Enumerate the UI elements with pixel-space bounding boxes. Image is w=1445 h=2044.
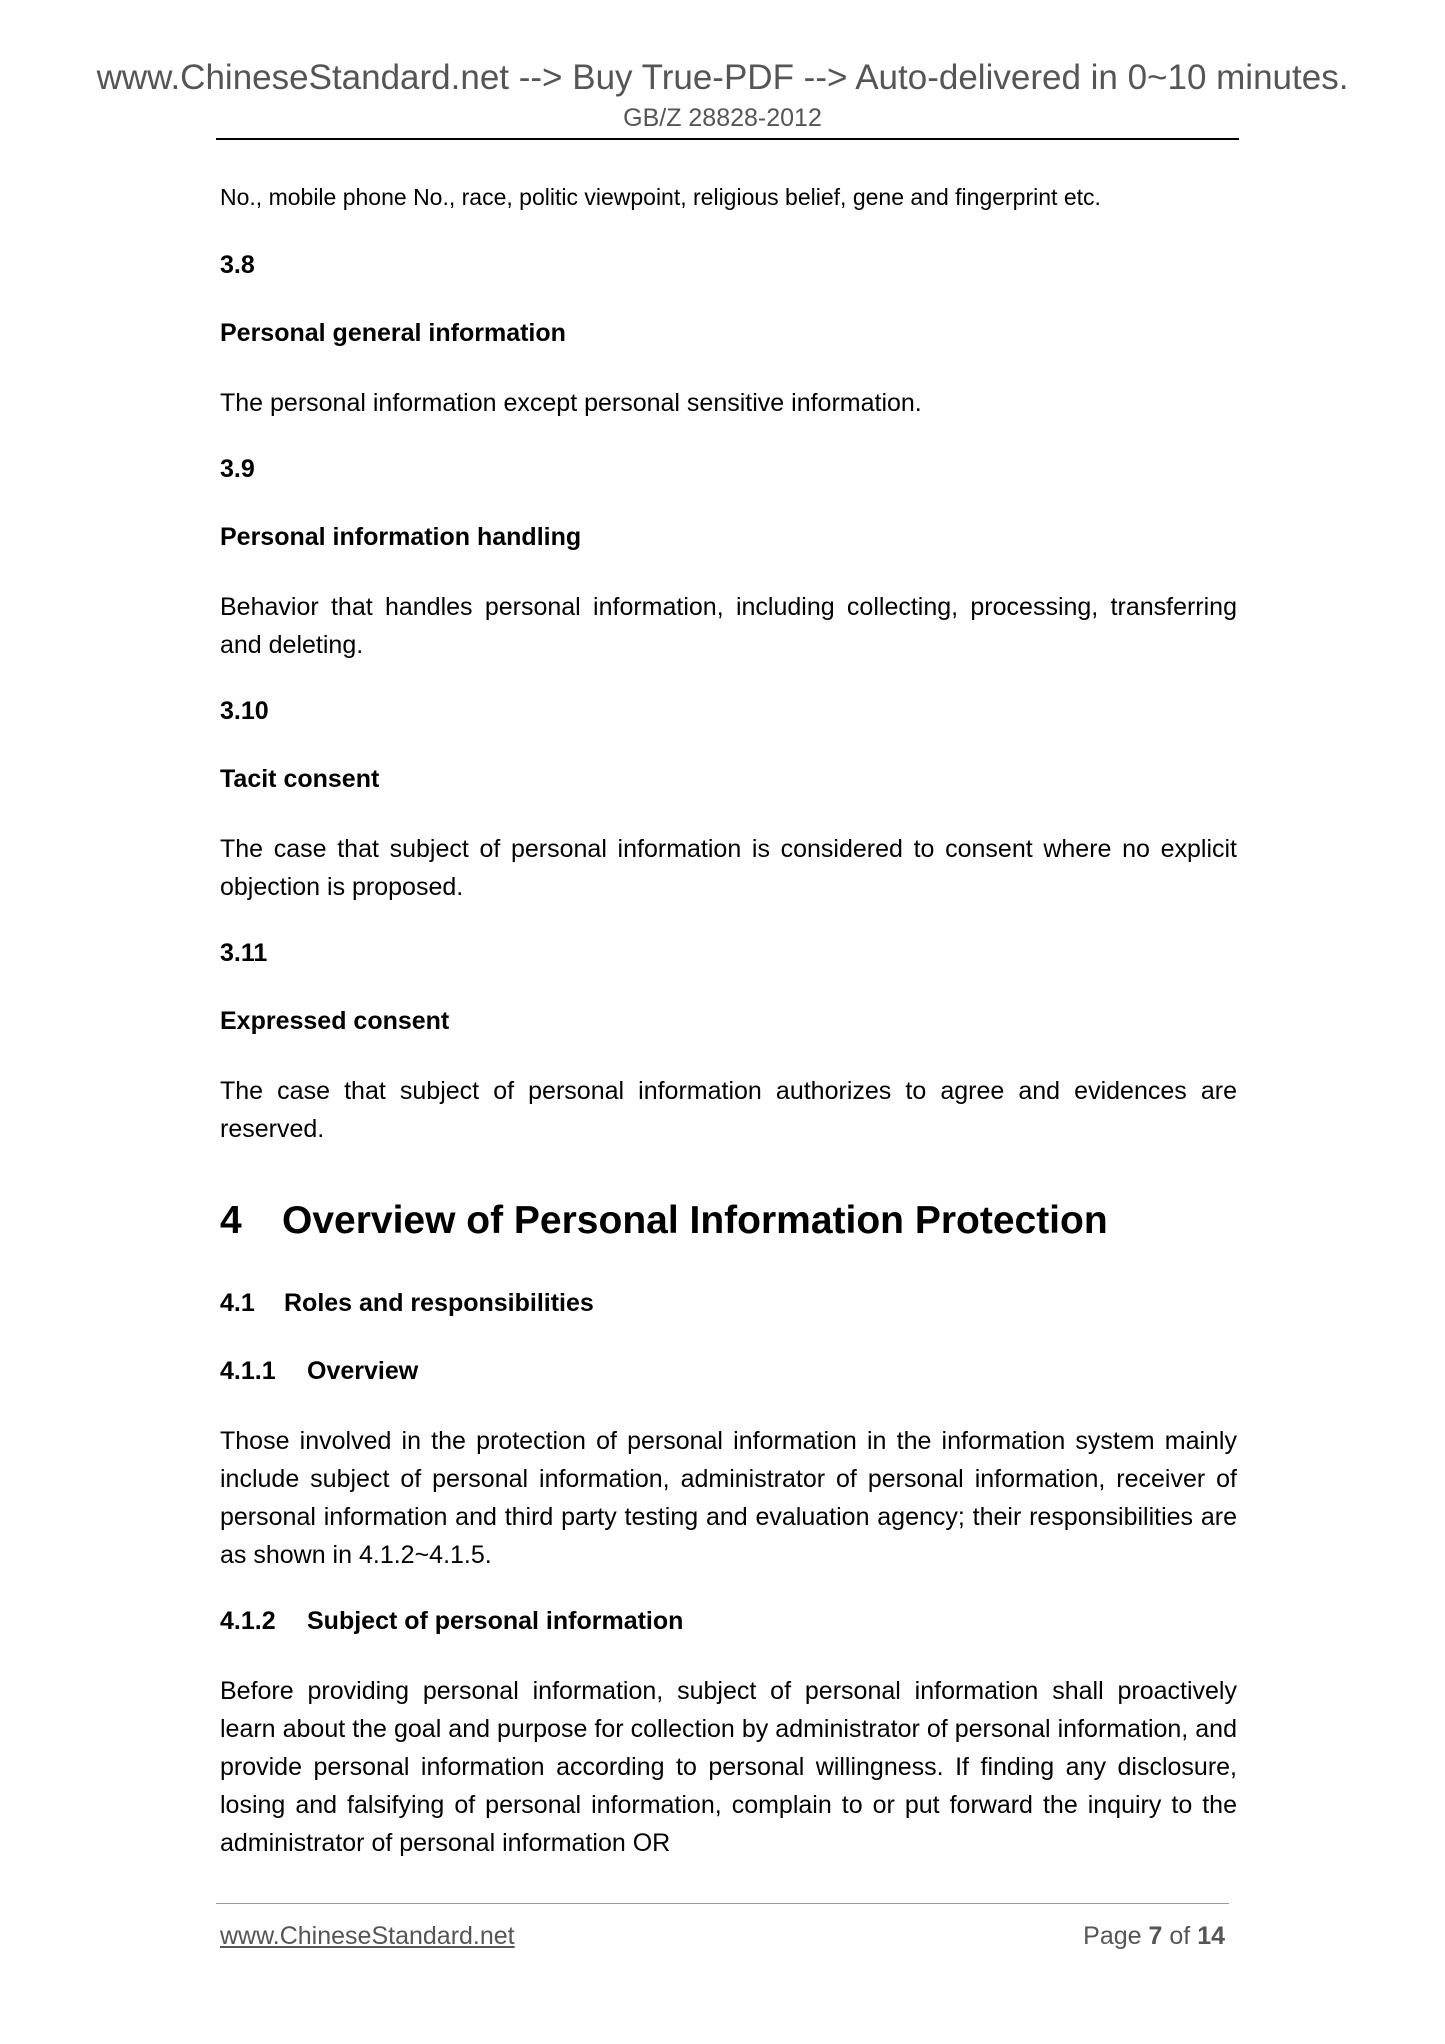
subsection-title: Roles and responsibilities bbox=[284, 1289, 594, 1317]
clause-title: Subject of personal information bbox=[307, 1607, 684, 1635]
term-definition: The case that subject of personal information is considered to consent where no explicit objection is proposed. bbox=[220, 835, 1237, 901]
page-total: 14 bbox=[1197, 1922, 1225, 1950]
section-number: 4 bbox=[220, 1199, 242, 1242]
document-code: GB/Z 28828-2012 bbox=[623, 104, 822, 132]
header-divider bbox=[216, 138, 1239, 140]
subsection-number: 4.1 bbox=[220, 1289, 255, 1317]
clause-number: 4.1.1 bbox=[220, 1357, 276, 1385]
page-indicator bbox=[1083, 1922, 1225, 1951]
footer-divider bbox=[216, 1903, 1229, 1904]
clause-title: Overview bbox=[307, 1357, 419, 1385]
clause-text: Those involved in the protection of personal information in the information system mainly include subject of personal information, administrator of personal information, receiver of personal information and third party testing and evaluation agency; their responsibilities are as shown in 4.1.2~4.1.5. bbox=[220, 1427, 1237, 1569]
term-definition: The personal information except personal sensitive information. bbox=[220, 389, 922, 417]
site-banner: www.ChineseStandard.net --> Buy True-PDF --> Auto-delivered in 0~10 minutes. bbox=[96, 58, 1349, 97]
clause-4-1-1-heading bbox=[220, 1354, 1237, 1388]
term-title: Tacit consent bbox=[220, 765, 380, 793]
subsection-4-1-heading bbox=[220, 1286, 1237, 1320]
term-title: Expressed consent bbox=[220, 1007, 450, 1035]
section-title: Overview of Personal Information Protection bbox=[282, 1199, 1108, 1242]
term-number: 3.11 bbox=[220, 939, 268, 967]
page-current: 7 bbox=[1148, 1922, 1163, 1950]
clause-number: 4.1.2 bbox=[220, 1607, 276, 1635]
term-title: Personal general information bbox=[220, 319, 566, 347]
page-label: Page bbox=[1083, 1922, 1142, 1950]
clause-4-1-2-heading bbox=[220, 1604, 1237, 1638]
continued-fragment: No., mobile phone No., race, politic viewpoint, religious belief, gene and fingerprint etc. bbox=[220, 184, 1101, 210]
term-definition: The case that subject of personal information authorizes to agree and evidences are reserved. bbox=[220, 1077, 1237, 1143]
term-number: 3.10 bbox=[220, 697, 269, 725]
clause-text: Before providing personal information, subject of personal information shall proactively learn about the goal and purpose for collection by administrator of personal information, and provide personal information according to personal willingness. If finding any disclosure, losing and falsifying of personal information, complain to or put forward the inquiry to the administrator of personal information OR bbox=[220, 1677, 1237, 1857]
term-title: Personal information handling bbox=[220, 523, 582, 551]
term-number: 3.9 bbox=[220, 455, 255, 483]
footer-site-link[interactable]: www.ChineseStandard.net bbox=[220, 1922, 515, 1950]
section-4-heading bbox=[220, 1196, 1237, 1246]
term-number: 3.8 bbox=[220, 251, 255, 279]
page-content bbox=[220, 180, 1237, 1892]
term-definition: Behavior that handles personal information, including collecting, processing, transferring and deleting. bbox=[220, 593, 1237, 659]
page-of-label: of bbox=[1169, 1922, 1191, 1950]
